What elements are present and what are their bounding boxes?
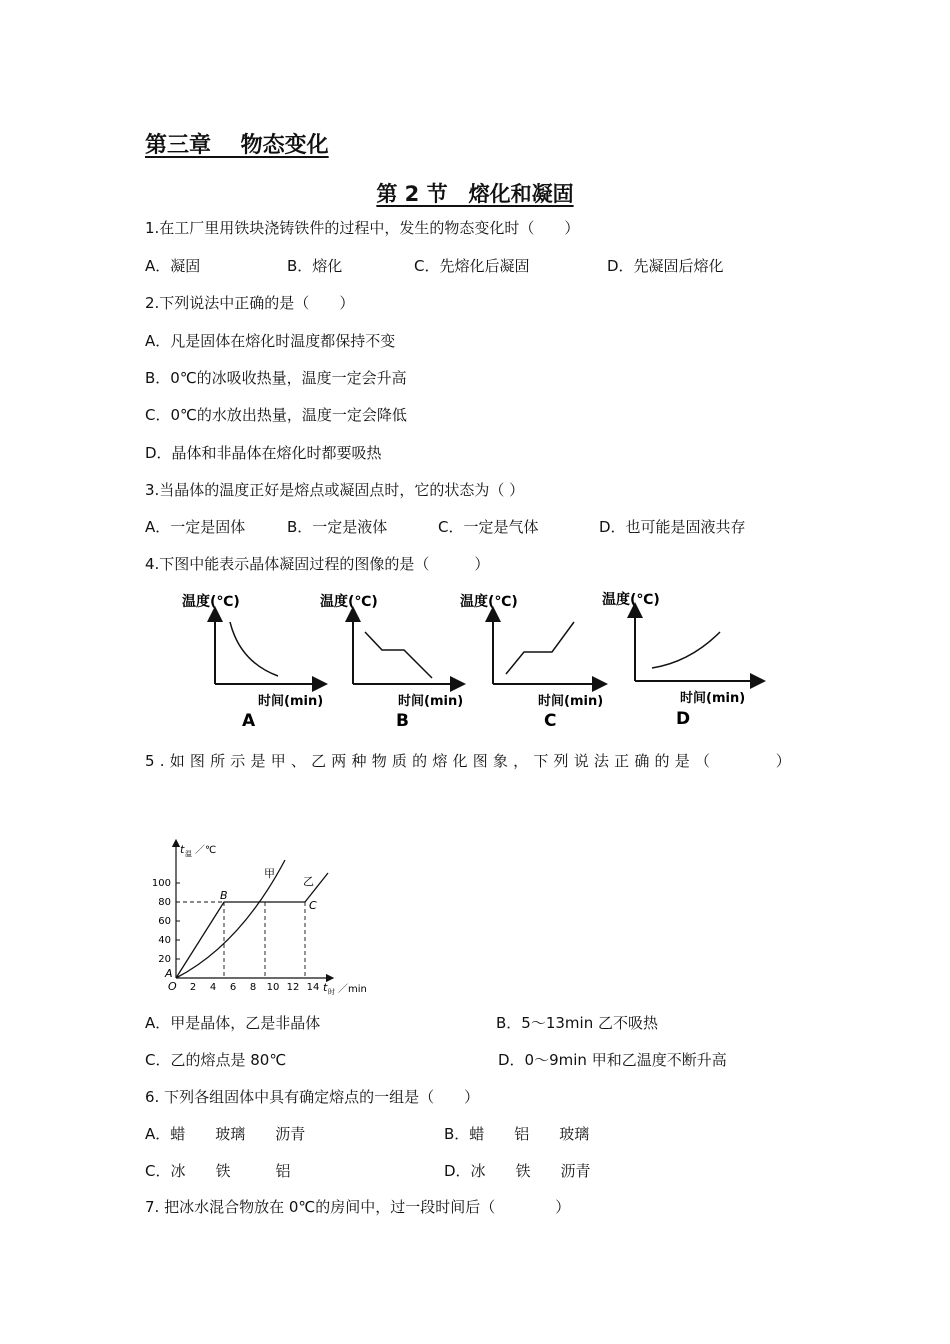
- q1-option-b: B．熔化: [287, 257, 343, 275]
- q6-option-b: B．蜡 铝 玻璃: [444, 1125, 590, 1143]
- graph-d-xlabel: 时间(min): [680, 691, 746, 706]
- graph-d-ylabel: 温度(℃): [602, 592, 660, 608]
- q5-option-d: D．0～9min 甲和乙温度不断升高: [498, 1051, 727, 1069]
- q5-ytick-40: 40: [158, 935, 171, 946]
- q1-option-c: C．先熔化后凝固: [414, 257, 530, 275]
- graph-c-letter: C: [544, 711, 557, 731]
- q5-series-jia-label: 甲: [264, 867, 275, 880]
- question-6-stem: 6. 下列各组固体中具有确定熔点的一组是（ ）: [145, 1088, 480, 1106]
- q6-option-d: D．冰 铁 沥青: [444, 1162, 591, 1180]
- question-4-stem: 4.下图中能表示晶体凝固过程的图像的是（ ）: [145, 555, 490, 573]
- q5-point-b-label: B: [220, 889, 228, 902]
- q2-option-d: D．晶体和非晶体在熔化时都要吸热: [145, 444, 382, 462]
- graph-a-xlabel: 时间(min): [258, 694, 324, 709]
- q5-xtick-10: 10: [266, 982, 280, 993]
- q2-option-c: C．0℃的水放出热量，温度一定会降低: [145, 406, 407, 424]
- q5-xtick-4: 4: [209, 982, 217, 993]
- question-3-stem: 3.当晶体的温度正好是熔点或凝固点时，它的状态为（ ）: [145, 481, 525, 499]
- q5-point-c-label: C: [309, 899, 317, 912]
- chapter-title: 第三章 物态变化: [145, 133, 329, 158]
- graph-d-curve: [652, 632, 720, 668]
- q5-ylabel-sub: 温: [185, 850, 192, 858]
- q5-melting-figure: [140, 835, 390, 1000]
- q5-xlabel-sub: 时: [328, 988, 335, 996]
- q5-xtick-6: 6: [229, 982, 237, 993]
- q5-ylabel-main: t: [180, 843, 185, 856]
- q3-option-b: B．一定是液体: [287, 518, 388, 536]
- graph-b-curve: [365, 632, 432, 678]
- q4-graphs-figure: [160, 582, 780, 732]
- q5-origin-label: O: [168, 980, 177, 993]
- question-7-stem: 7. 把冰水混合物放在 0℃的房间中，过一段时间后（ ）: [145, 1198, 571, 1216]
- graph-a-ylabel: 温度(℃): [182, 594, 240, 610]
- q3-option-c: C．一定是气体: [438, 518, 539, 536]
- q2-option-a: A．凡是固体在熔化时温度都保持不变: [145, 332, 396, 350]
- q5-ytick-60: 60: [158, 916, 171, 927]
- graph-d-letter: D: [676, 709, 691, 729]
- q6-option-c: C．冰 铁 铝: [145, 1162, 291, 1180]
- graph-a: [182, 593, 323, 731]
- question-1-stem: 1.在工厂里用铁块浇铸铁件的过程中，发生的物态变化时（ ）: [145, 219, 580, 237]
- q5-ylabel-unit: ／℃: [195, 845, 217, 856]
- q3-option-d: D．也可能是固液共存: [599, 518, 746, 536]
- q5-xtick-8: 8: [249, 982, 257, 993]
- q5-series-yi-label: 乙: [303, 875, 314, 888]
- graph-b: [320, 593, 463, 731]
- section-title: 第 2 节 熔化和凝固: [376, 182, 574, 206]
- q1-option-d: D．先凝固后熔化: [607, 257, 724, 275]
- q5-ytick-20: 20: [158, 954, 171, 965]
- question-5-stem: 5.如图所示是甲、乙两种物质的熔化图象，下列说法正确的是（ ）: [145, 752, 796, 770]
- q5-option-b: B．5～13min 乙不吸热: [496, 1014, 658, 1032]
- question-2-stem: 2.下列说法中正确的是（ ）: [145, 294, 355, 312]
- graph-a-letter: A: [242, 711, 256, 731]
- q5-xlabel-unit: ／min: [338, 984, 367, 995]
- q3-option-a: A．一定是固体: [145, 518, 246, 536]
- q5-xlabel-main: t: [323, 981, 328, 994]
- q5-xtick-12: 12: [286, 982, 300, 993]
- graph-c: [460, 593, 603, 731]
- graph-c-xlabel: 时间(min): [538, 694, 604, 709]
- q5-ytick-100: 100: [151, 878, 171, 889]
- q5-option-a: A．甲是晶体，乙是非晶体: [145, 1014, 321, 1032]
- graph-d: [602, 591, 758, 729]
- graph-a-curve: [230, 622, 278, 676]
- graph-b-xlabel: 时间(min): [398, 694, 464, 709]
- graph-b-letter: B: [396, 711, 409, 731]
- q5-ytick-80: 80: [158, 897, 171, 908]
- graph-b-ylabel: 温度(℃): [320, 594, 378, 610]
- q5-point-a-label: A: [165, 967, 173, 980]
- graph-c-curve: [506, 622, 574, 674]
- q6-option-a: A．蜡 玻璃 沥青: [145, 1125, 306, 1143]
- graph-c-ylabel: 温度(℃): [460, 594, 518, 610]
- q2-option-b: B．0℃的冰吸收热量，温度一定会升高: [145, 369, 407, 387]
- q5-xtick-2: 2: [189, 982, 197, 993]
- q1-option-a: A．凝固: [145, 257, 201, 275]
- q5-xtick-14: 14: [306, 982, 320, 993]
- q5-option-c: C．乙的熔点是 80℃: [145, 1051, 287, 1069]
